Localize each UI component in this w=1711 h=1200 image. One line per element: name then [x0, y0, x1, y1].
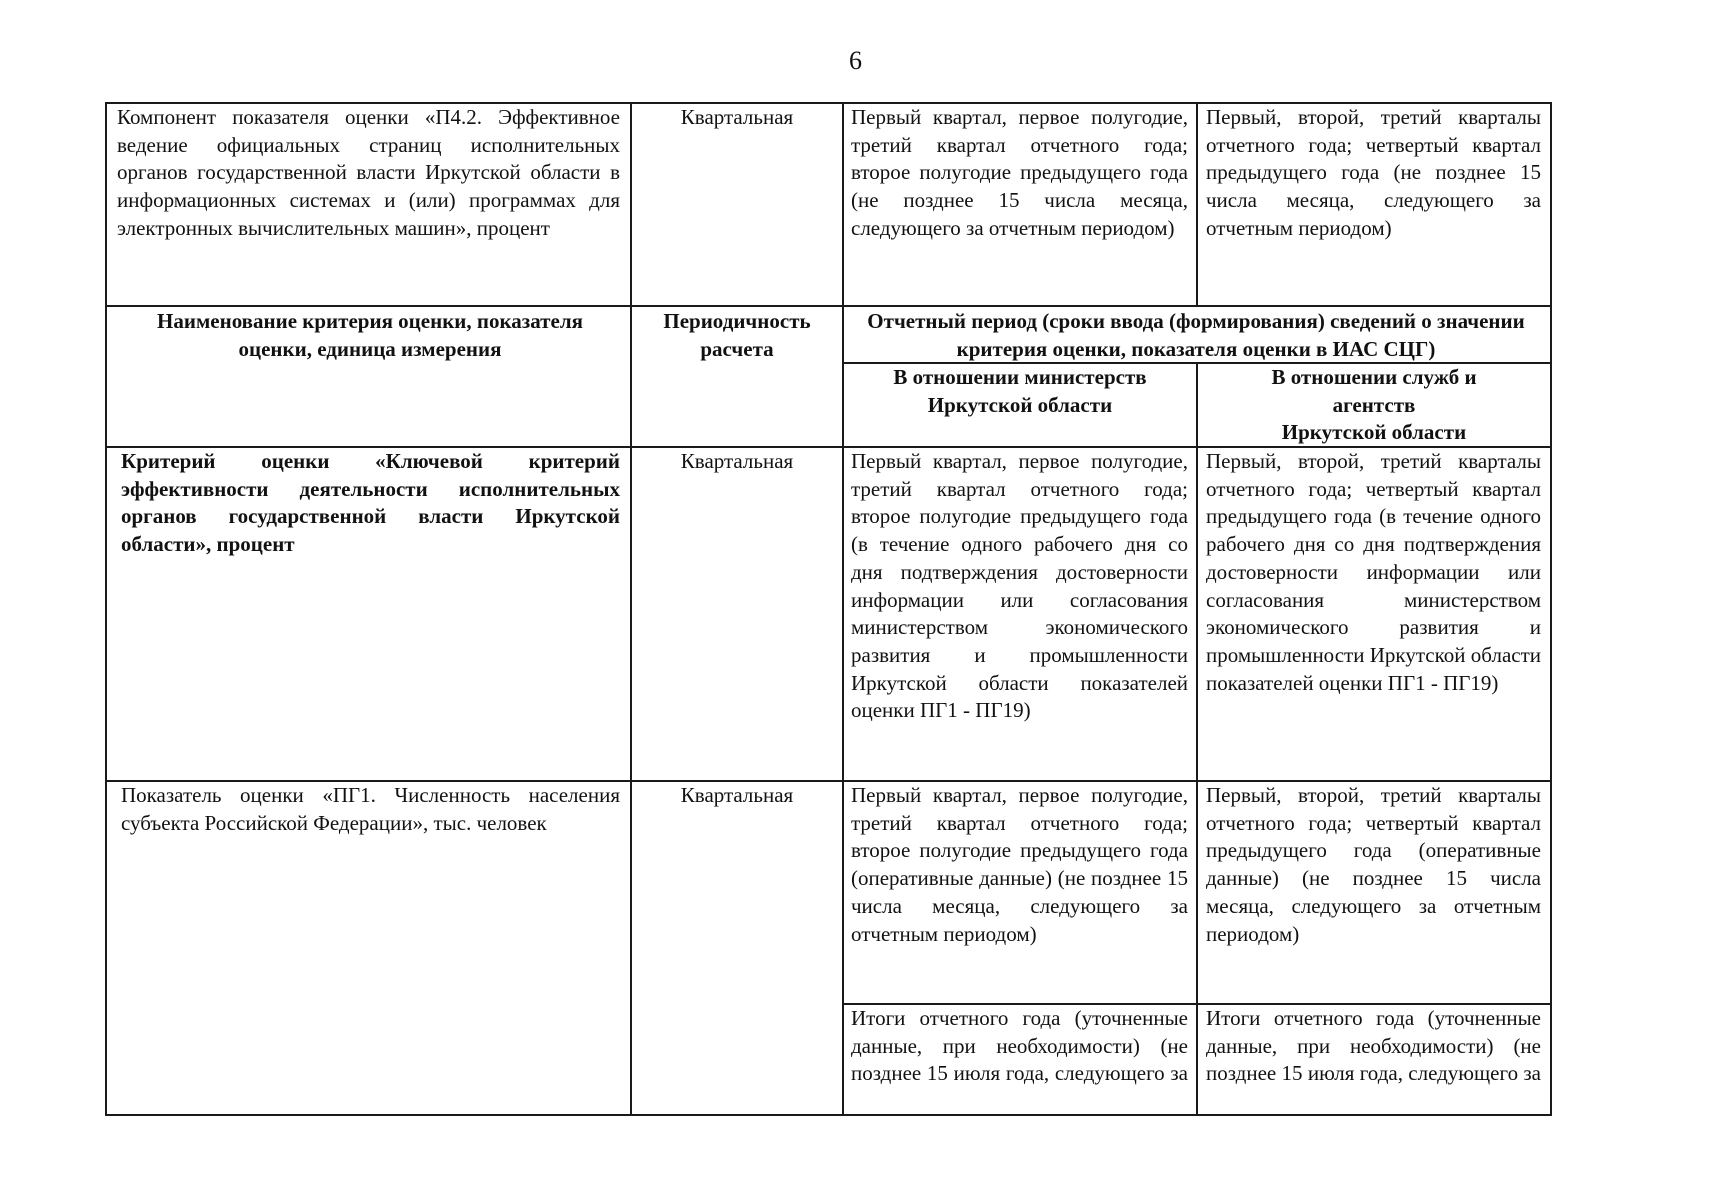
criterion-periodicity-cell: Квартальная: [680, 449, 794, 473]
pg1-ministries-final-cell: Итоги отчетного года (уточненные данные, при необходимости) (не позднее 15 июля года, следующего за: [851, 1006, 1188, 1086]
header-criterion-name: Наименование критерия оценки, показателя оценки, единица измерения: [157, 309, 583, 361]
header-reporting-period: Отчетный период (сроки ввода (формирования) сведений о значении критерия оценки, показателя оценки в ИАС СЦГ): [867, 309, 1525, 361]
table-rule: [1196, 102, 1198, 306]
header-ministries: В отношении министерств Иркутской области: [893, 365, 1147, 417]
table-rule: [105, 102, 107, 1116]
table-rule: [1196, 362, 1198, 1116]
component-ministries-cell: Первый квартал, первое полугодие, третий квартал отчетного года; второе полугодие предыдущего года (не позднее 15 числа месяца, следующего за отчетным периодом): [851, 105, 1188, 240]
criterion-name-cell: Критерий оценки «Ключевой критерий эффективности деятельности исполнительных органов государственной власти Иркутской области», процент: [121, 449, 620, 557]
header-periodicity: Периодичность расчета: [663, 309, 811, 361]
table-rule: [1550, 102, 1552, 1116]
criterion-ministries-cell: Первый квартал, первое полугодие, третий квартал отчетного года; второе полугодие предыдущего года (в течение одного рабочего дня со дня подтверждения достоверности информации или согласования министерством экономического развития и промышленности Иркутской области показателей оценки ПГ1 - ПГ19): [851, 449, 1188, 723]
header-services-line1: В отношении служб и агентств: [1271, 365, 1477, 417]
table-rule: [105, 1114, 1552, 1116]
table-rule: [842, 102, 844, 1116]
component-name-cell: Компонент показателя оценки «П4.2. Эффективное ведение официальных страниц исполнительных органов государственной власти Иркутской области в информационных системах и (или) программах для электронных вычислительных машин», процент: [117, 105, 620, 240]
pg1-ministries-operational-cell: Первый квартал, первое полугодие, третий квартал отчетного года; второе полугодие предыдущего года (оперативные данные) (не позднее 15 числа месяца, следующего за отчетным периодом): [851, 783, 1188, 946]
pg1-services-operational-cell: Первый, второй, третий кварталы отчетного года; четвертый квартал предыдущего года (оперативные данные) (не позднее 15 числа месяца, следующего за отчетным периодом): [1206, 783, 1541, 946]
header-services: [1200, 364, 1548, 448]
component-services-cell: Первый, второй, третий кварталы отчетного года; четвертый квартал предыдущего года (не позднее 15 числа месяца, следующего за отчетным периодом): [1206, 105, 1541, 240]
table-rule: [105, 305, 1552, 307]
pg1-name-cell: Показатель оценки «ПГ1. Численность населения субъекта Российской Федерации», тыс. человек: [121, 783, 620, 835]
header-services-line2: Иркутской области: [1281, 420, 1467, 445]
pg1-periodicity-cell: Квартальная: [680, 783, 794, 807]
criterion-services-cell: Первый, второй, третий кварталы отчетного года; четвертый квартал предыдущего года (в течение одного рабочего дня со дня подтверждения достоверности информации или согласования министерством экономического развития и промышленности Иркутской области показателей оценки ПГ1 - ПГ19): [1206, 449, 1541, 695]
table-rule: [630, 102, 632, 1116]
page-number: 6: [849, 46, 862, 75]
component-periodicity-cell: Квартальная: [680, 105, 794, 129]
pg1-services-final-cell: Итоги отчетного года (уточненные данные, при необходимости) (не позднее 15 июля года, следующего за: [1206, 1006, 1541, 1086]
